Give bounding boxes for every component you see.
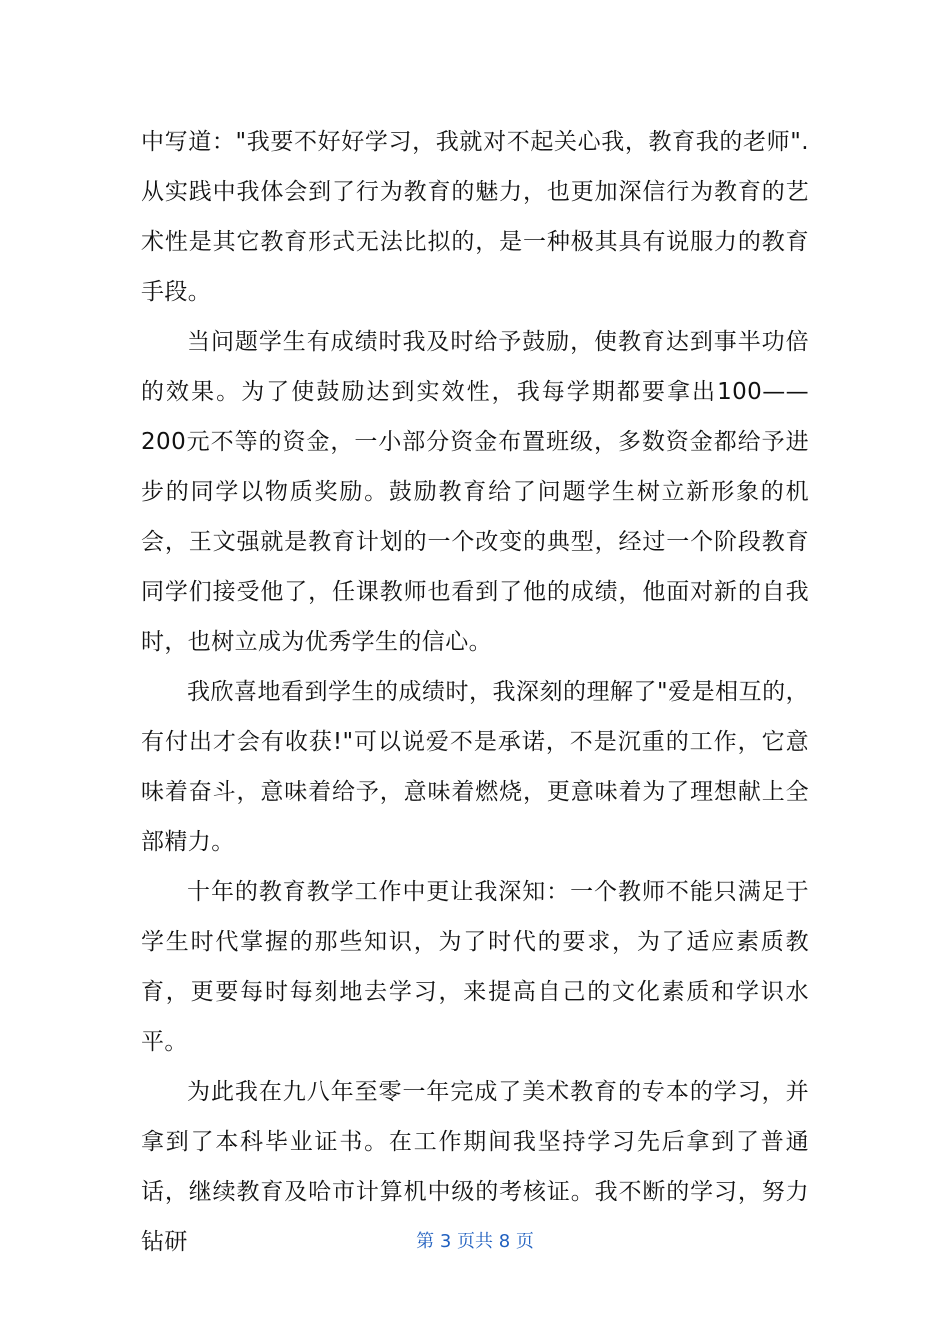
document-body bbox=[141, 117, 809, 1267]
page-number-footer: 第 3 页共 8 页 bbox=[416, 1231, 534, 1252]
paragraph-5: 为此我在九八年至零一年完成了美术教育的专本的学习，并拿到了本科毕业证书。在工作期间我坚持学习先后拿到了普通话，继续教育及哈市计算机中级的考核证。我不断的学习，努力钻研 bbox=[141, 1079, 809, 1255]
paragraph-2: 当问题学生有成绩时我及时给予鼓励，使教育达到事半功倍的效果。为了使鼓励达到实效性，我每学期都要拿出100——200元不等的资金，一小部分资金布置班级，多数资金都给予进步的同学以物质奖励。鼓励教育给了问题学生树立新形象的机会，王文强就是教育计划的一个改变的典型，经过一个阶段教育同学们接受他了，任课教师也看到了他的成绩，他面对新的自我时，也树立成为优秀学生的信心。 bbox=[141, 329, 809, 655]
paragraph-1: 中写道："我要不好好学习，我就对不起关心我，教育我的老师".从实践中我体会到了行为教育的魅力，也更加深信行为教育的艺术性是其它教育形式无法比拟的，是一种极其具有说服力的教育手段。 bbox=[141, 129, 809, 305]
paragraph-4: 十年的教育教学工作中更让我深知：一个教师不能只满足于学生时代掌握的那些知识，为了时代的要求，为了适应素质教育，更要每时每刻地去学习，来提高自己的文化素质和学识水平。 bbox=[141, 879, 809, 1055]
paragraph-3: 我欣喜地看到学生的成绩时，我深刻的理解了"爱是相互的，有付出才会有收获!"可以说爱不是承诺，不是沉重的工作，它意味着奋斗，意味着给予，意味着燃烧，更意味着为了理想献上全部精力。 bbox=[141, 679, 809, 855]
